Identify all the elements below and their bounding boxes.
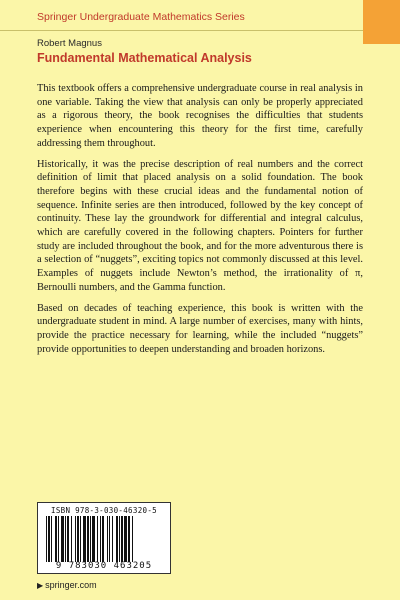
isbn-label: ISBN 978-3-030-46320-5 bbox=[51, 506, 157, 515]
blurb-paragraph-1: This textbook offers a comprehensive undergraduate course in real analysis in one variable. Taking the view that analysis can only be properly appreciated as a rigorous theory, the book recognises the difficulties that students experience when encountering this theory for the first time, carefully addressing them throughout. bbox=[37, 83, 363, 149]
barcode-digits: 9 783030 463205 bbox=[55, 561, 153, 571]
blurb-paragraph-3: Based on decades of teaching experience, this book is written with the undergraduate student in mind. A large number of exercises, many with hints, provide the practice necessary for learning, while the included “nuggets” provide opportunities to deepen understanding and broaden horizons. bbox=[37, 302, 363, 355]
isbn-barcode bbox=[37, 502, 171, 574]
author-name: Robert Magnus bbox=[37, 38, 102, 49]
arrow-icon: ▶ bbox=[37, 581, 44, 590]
publisher-url bbox=[37, 580, 97, 590]
barcode-bars bbox=[44, 516, 164, 562]
header-divider bbox=[0, 30, 363, 31]
publisher-url-text: springer.com bbox=[45, 580, 97, 590]
series-name: Springer Undergraduate Mathematics Series bbox=[37, 11, 245, 23]
book-title: Fundamental Mathematical Analysis bbox=[37, 51, 252, 65]
orange-series-tab bbox=[363, 0, 400, 44]
blurb bbox=[37, 82, 363, 363]
blurb-paragraph-2: Historically, it was the precise description of real numbers and the correct definition of limit that placed analysis on a solid foundation. The book therefore begins with these crucial ideas and the fundamental notion of sequence. Infinite series are then introduced, followed by the key concept of continuity. These lay the groundwork for differential and integral calculus, which are carefully covered in the following chapters. Pointers for further study are included throughout the book, and for the more adventurous there is a selection of “nuggets”, exciting topics not commonly discussed at this level. Examples of nuggets include Newton’s method, the irrationality of π, Bernoulli numbers, and the Gamma function. bbox=[37, 158, 363, 293]
